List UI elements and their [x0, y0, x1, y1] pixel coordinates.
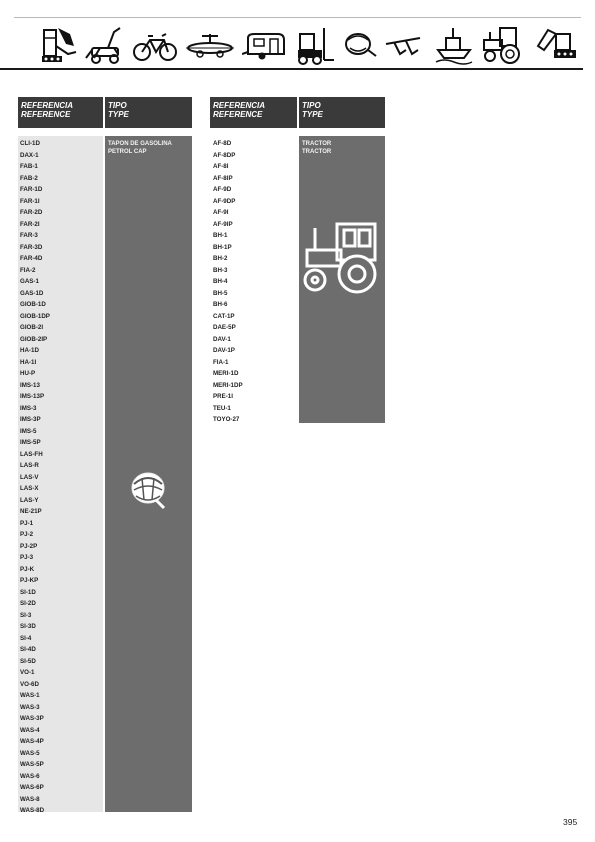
reference-item: AF-8DP: [213, 151, 236, 159]
reference-item: BH-4: [213, 278, 228, 285]
reference-item: FIA-1: [213, 358, 229, 366]
reference-item: AF-8I: [213, 163, 229, 170]
type-column-header: [105, 97, 192, 128]
fuel-cap-icon: [340, 24, 380, 66]
reference-item: PRE-1I: [213, 393, 233, 400]
reference-item: FAR-2I: [20, 220, 40, 228]
reference-item: WAS-8: [20, 795, 40, 803]
reference-item: DAV-1: [213, 335, 231, 343]
reference-item: IMS-13: [20, 381, 40, 389]
reference-item: FIA-2: [20, 266, 36, 274]
reference-item: VO-1: [20, 669, 35, 676]
reference-item: HA-1I: [20, 358, 37, 366]
reference-item: WAS-4P: [20, 738, 44, 745]
reference-item: PJ-K: [20, 565, 35, 573]
fuel-cap-icon: [126, 466, 172, 512]
caravan-trailer-icon: [242, 24, 288, 66]
reference-item: IMS-5P: [20, 439, 41, 446]
reference-item: SI-3D: [20, 623, 36, 630]
reference-item: AF-9I: [213, 209, 229, 216]
reference-item: SI-1D: [20, 588, 36, 596]
tractor-icon: [480, 24, 524, 66]
reference-item: DAE-5P: [213, 324, 236, 331]
forklift-icon: [294, 24, 334, 66]
reference-item: BH-6: [213, 301, 228, 308]
reference-item: WAS-3P: [20, 715, 44, 722]
reference-item: MERI-1D: [213, 370, 239, 377]
vehicle-category-icons: [40, 24, 580, 68]
reference-item: FAR-4D: [20, 255, 43, 262]
reference-item: SI-5D: [20, 657, 36, 665]
reference-column-header: [18, 97, 103, 128]
reference-item: PJ-1: [20, 519, 34, 527]
reference-item: DAV-1P: [213, 347, 235, 354]
reference-item: PJ-2: [20, 531, 34, 538]
reference-item: GIOB-1D: [20, 301, 46, 308]
lawn-mower-icon: [84, 24, 124, 66]
reference-item: PJ-KP: [20, 577, 39, 584]
reference-item: BH-1: [213, 232, 228, 239]
reference-item: FAB-1: [20, 163, 38, 170]
reference-item: WAS-1: [20, 692, 40, 699]
reference-item: GIOB-2IP: [20, 335, 48, 343]
reference-list: [20, 138, 50, 817]
reference-item: WAS-8D: [20, 807, 45, 814]
reference-item: WAS-6P: [20, 784, 44, 791]
reference-item: IMS-13P: [20, 393, 45, 400]
reference-item: FAR-3D: [20, 243, 43, 251]
type-header-en: TYPE: [108, 110, 129, 119]
reference-item: GAS-1: [20, 278, 39, 285]
type-header-es: TIPO: [302, 101, 321, 110]
type-label-en: PETROL CAP: [108, 149, 147, 155]
reference-item: MERI-1DP: [213, 381, 243, 389]
reference-item: WAS-5P: [20, 761, 44, 768]
boat-icon: [434, 24, 474, 66]
airplane-icon: [184, 24, 236, 66]
reference-item: FAB-2: [20, 174, 38, 182]
reference-item: NE-21P: [20, 508, 42, 515]
reference-item: SI-4: [20, 634, 32, 642]
tractor-icon: [301, 220, 383, 296]
plough-icon: [384, 24, 424, 66]
bicycle-icon: [132, 24, 178, 66]
header-rule: [0, 68, 583, 70]
reference-item: AF-8IP: [213, 174, 233, 182]
reference-item: LAS-V: [20, 473, 39, 481]
reference-item: HA-1D: [20, 347, 39, 354]
excavator-shovel-icon: [40, 24, 80, 66]
reference-item: AF-8D: [213, 140, 232, 147]
reference-item: BH-1P: [213, 243, 232, 251]
reference-item: PJ-2P: [20, 542, 38, 550]
reference-header-es: REFERENCIA: [213, 101, 266, 110]
reference-item: WAS-5: [20, 749, 40, 757]
reference-item: IMS-3: [20, 404, 37, 412]
reference-item: SI-3: [20, 611, 32, 619]
reference-item: AF-9IP: [213, 220, 233, 228]
type-label-en: TRACTOR: [302, 149, 332, 155]
reference-item: BH-3: [213, 266, 228, 274]
reference-item: LAS-FH: [20, 450, 43, 458]
reference-header-es: REFERENCIA: [21, 101, 74, 110]
reference-item: WAS-4: [20, 726, 40, 734]
top-rule: [14, 17, 581, 18]
reference-item: DAX-1: [20, 151, 39, 159]
reference-item: PJ-3: [20, 554, 34, 561]
reference-item: LAS-Y: [20, 496, 39, 504]
reference-item: FAR-3: [20, 232, 38, 239]
type-label: [108, 140, 172, 156]
type-column-header: [299, 97, 385, 128]
reference-item: IMS-5: [20, 427, 37, 435]
type-label-es: TRACTOR: [302, 141, 332, 147]
reference-item: WAS-3: [20, 703, 40, 711]
reference-item: LAS-R: [20, 462, 39, 469]
reference-item: CLI-1D: [20, 140, 40, 147]
reference-item: FAR-1I: [20, 197, 40, 205]
reference-item: HU-P: [20, 370, 36, 377]
type-label: [302, 140, 331, 156]
reference-item: WAS-6: [20, 772, 40, 780]
reference-item: GIOB-2I: [20, 324, 44, 331]
reference-item: VO-6D: [20, 680, 39, 688]
reference-item: TEU-1: [213, 404, 231, 412]
reference-item: FAR-2D: [20, 209, 43, 216]
reference-item: FAR-1D: [20, 186, 43, 193]
reference-item: BH-2: [213, 255, 228, 262]
reference-item: TOYO-27: [213, 416, 240, 423]
reference-item: GAS-1D: [20, 289, 44, 297]
type-header-en: TYPE: [302, 110, 323, 119]
reference-header-en: REFERENCE: [21, 110, 71, 119]
type-label-es: TAPON DE GASOLINA: [108, 141, 172, 147]
reference-item: IMS-3P: [20, 416, 41, 423]
reference-item: GIOB-1DP: [20, 312, 50, 320]
reference-item: AF-9D: [213, 186, 232, 193]
reference-column-header: [210, 97, 297, 128]
backhoe-excavator-icon: [534, 24, 580, 66]
reference-list: [213, 138, 243, 426]
reference-item: AF-9DP: [213, 197, 236, 205]
page-number: 395: [563, 817, 578, 827]
reference-item: SI-2D: [20, 600, 36, 607]
reference-item: BH-5: [213, 289, 228, 297]
reference-header-en: REFERENCE: [213, 110, 263, 119]
reference-item: CAT-1P: [213, 312, 235, 320]
reference-item: LAS-X: [20, 485, 39, 492]
type-header-es: TIPO: [108, 101, 127, 110]
reference-item: SI-4D: [20, 646, 36, 653]
